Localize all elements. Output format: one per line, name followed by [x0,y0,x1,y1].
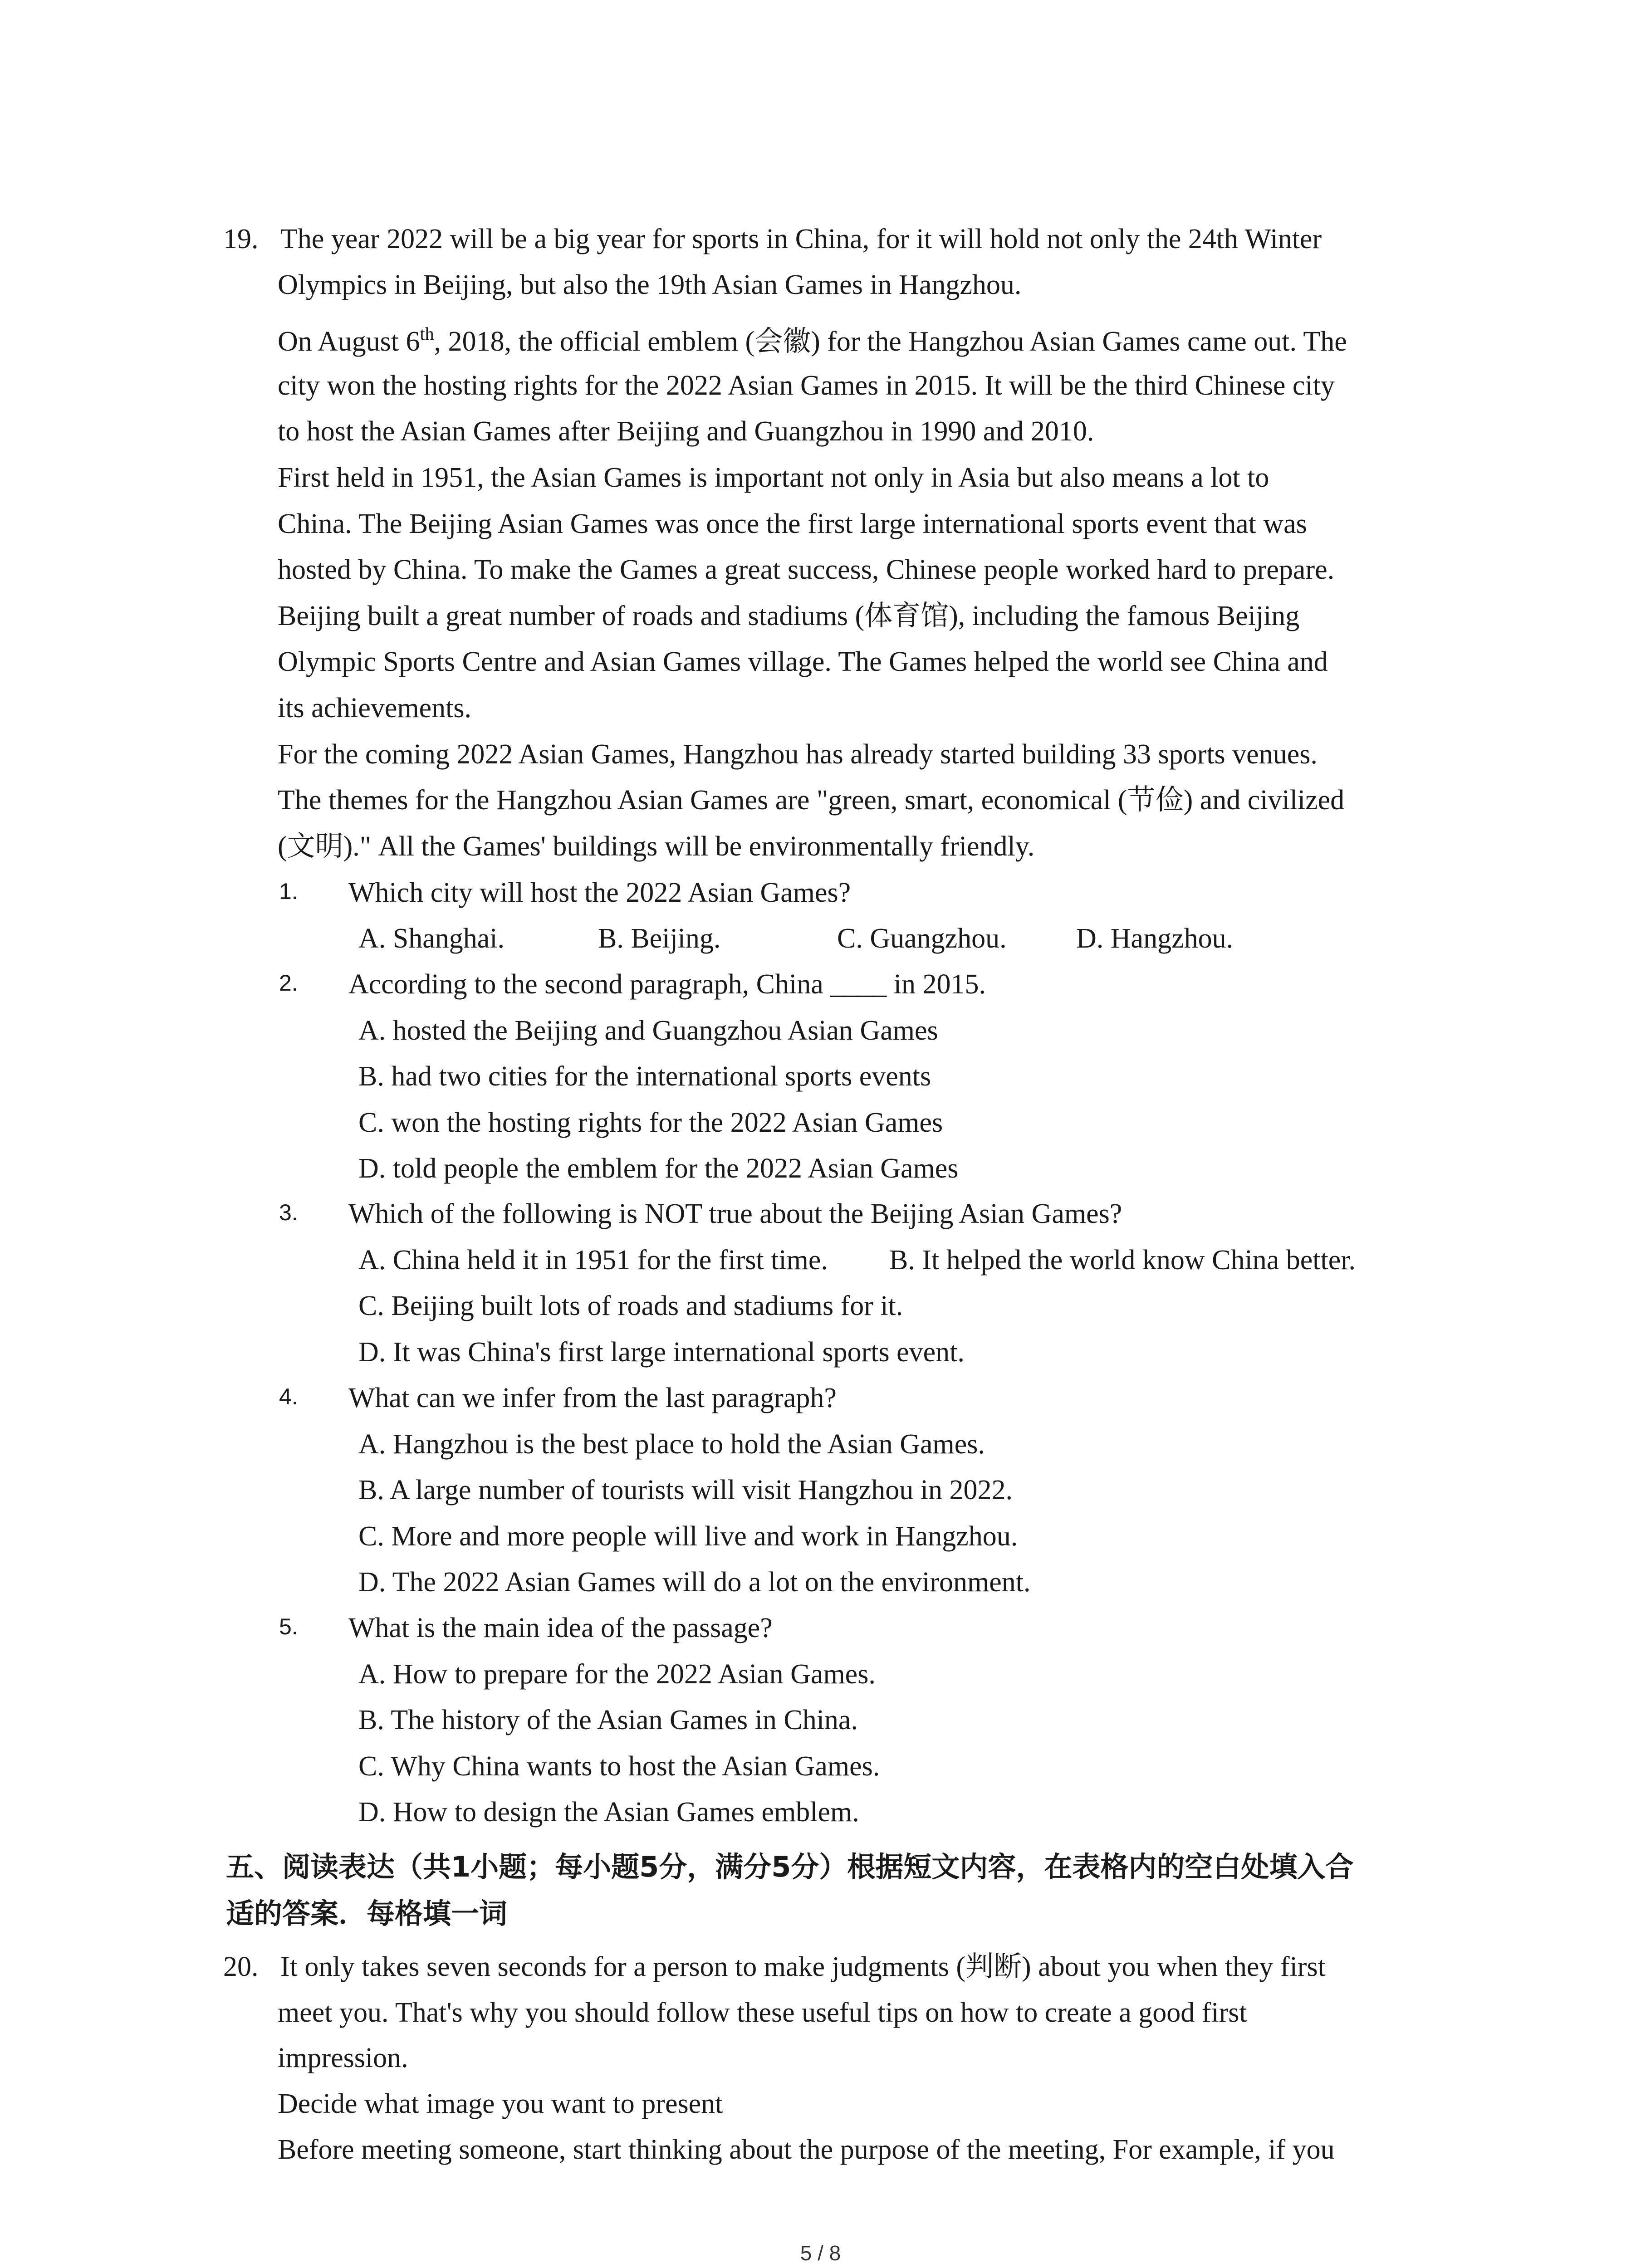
option-a: A. hosted the Beijing and Guangzhou Asian Games [358,1015,938,1046]
page-number: 5 / 8 [800,2241,841,2265]
option-b: B. The history of the Asian Games in China. [358,1705,858,1735]
sub-question-text: According to the second paragraph, China ____ in 2015. [348,969,986,1000]
section-heading: 五、阅读表达（共1小题；每小题5分，满分5分）根据短文内容，在表格内的空白处填入合 [226,1850,1354,1883]
passage-line: The year 2022 will be a big year for sports in China, for it will hold not only the 24th Winter [280,224,1322,254]
passage-line: It only takes seven seconds for a person to make judgments (判断) about you when they first [280,1951,1326,1982]
option-c: C. Beijing built lots of roads and stadiums for it. [358,1290,903,1321]
sub-question-number: 4. [279,1384,298,1409]
passage-line: China. The Beijing Asian Games was once the first large international sports event that was [278,508,1307,539]
sub-question-number: 2. [279,970,298,996]
passage-line: city won the hosting rights for the 2022 Asian Games in 2015. It will be the third Chinese city [278,370,1335,401]
option-b: B. Beijing. [598,923,721,954]
passage-line: The themes for the Hangzhou Asian Games are "green, smart, economical (节俭) and civilized [278,785,1345,816]
sub-question-text: Which of the following is NOT true about the Beijing Asian Games? [348,1198,1122,1229]
sub-question-number: 1. [279,879,298,904]
passage-line: (文明)." All the Games' buildings will be environmentally friendly. [278,831,1035,862]
passage-line: Olympics in Beijing, but also the 19th Asian Games in Hangzhou. [278,269,1022,300]
passage-line: Olympic Sports Centre and Asian Games village. The Games helped the world see China and [278,646,1328,677]
section-heading: 适的答案．每格填一词 [226,1897,508,1930]
option-a: A. Shanghai. [358,923,505,954]
option-d: D. It was China's first large international sports event. [358,1337,965,1368]
passage-line: For the coming 2022 Asian Games, Hangzhou has already started building 33 sports venues. [278,739,1318,770]
option-c: C. Guangzhou. [837,923,1007,954]
option-d: D. told people the emblem for the 2022 Asian Games [358,1153,959,1184]
passage-line: Before meeting someone, start thinking about the purpose of the meeting, For example, if you [278,2134,1335,2165]
option-d: D. Hangzhou. [1076,923,1234,954]
passage-text: , 2018, the official emblem (会徽) for the Hangzhou Asian Games came out. The [434,326,1347,357]
passage-line: First held in 1951, the Asian Games is important not only in Asia but also means a lot to [278,462,1269,493]
option-d: D. The 2022 Asian Games will do a lot on the environment. [358,1567,1031,1598]
question-number: 19. [223,224,259,254]
superscript-text: th [420,323,434,344]
passage-line: its achievements. [278,693,471,723]
sub-question-text: Which city will host the 2022 Asian Games? [348,877,851,908]
option-c: C. won the hosting rights for the 2022 Asian Games [358,1107,943,1138]
option-a: A. China held it in 1951 for the first time. [358,1245,828,1276]
passage-line: meet you. That's why you should follow these useful tips on how to create a good first [278,1997,1247,2028]
passage-line: Beijing built a great number of roads and stadiums (体育馆), including the famous Beijing [278,601,1300,631]
passage-line: impression. [278,2043,408,2073]
passage-line [278,325,1347,356]
option-c: C. More and more people will live and work in Hangzhou. [358,1521,1018,1552]
sub-question-text: What is the main idea of the passage? [348,1613,773,1643]
passage-line: Decide what image you want to present [278,2088,723,2119]
option-b: B. had two cities for the international sports events [358,1061,931,1092]
option-a: A. Hangzhou is the best place to hold the Asian Games. [358,1429,985,1460]
passage-line: to host the Asian Games after Beijing and Guangzhou in 1990 and 2010. [278,416,1094,447]
option-c: C. Why China wants to host the Asian Games. [358,1751,880,1782]
option-a: A. How to prepare for the 2022 Asian Games. [358,1659,876,1690]
question-number: 20. [223,1951,259,1982]
option-b: B. It helped the world know China better. [889,1245,1356,1276]
option-d: D. How to design the Asian Games emblem. [358,1797,859,1828]
sub-question-number: 3. [279,1200,298,1225]
option-b: B. A large number of tourists will visit Hangzhou in 2022. [358,1475,1013,1505]
passage-text: On August 6 [278,326,420,357]
passage-line: hosted by China. To make the Games a great success, Chinese people worked hard to prepare. [278,554,1335,585]
sub-question-number: 5. [279,1614,298,1639]
sub-question-text: What can we infer from the last paragraph? [348,1383,837,1413]
